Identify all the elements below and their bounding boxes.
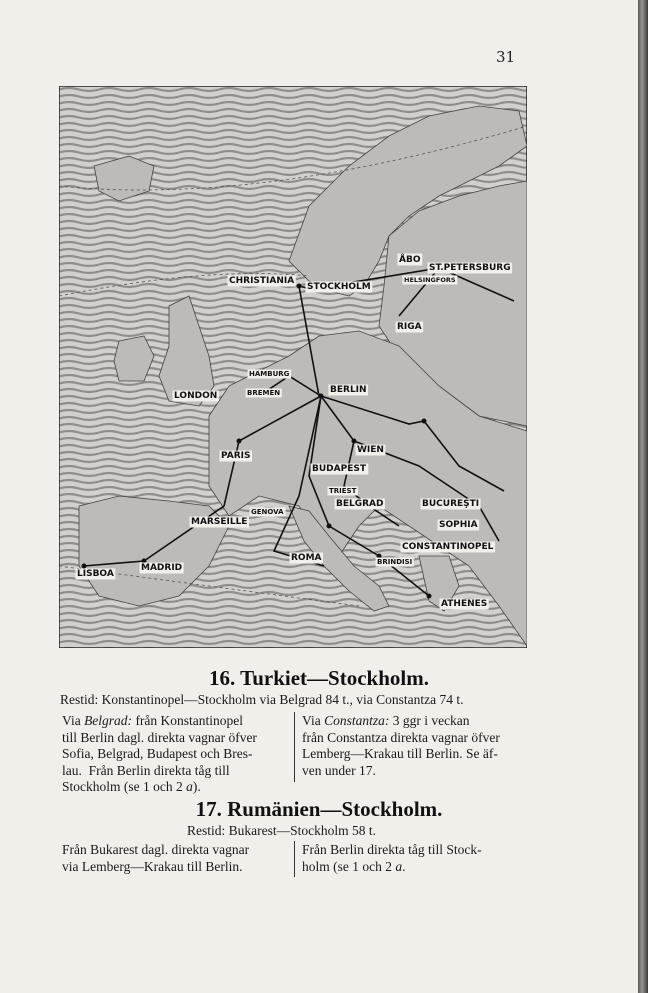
- railway-map: [59, 86, 527, 648]
- map-label: TRIEST: [329, 487, 357, 495]
- map-label: ST.PETERSBURG: [429, 263, 511, 273]
- map-label: ROMA: [291, 553, 322, 563]
- map-label: PARIS: [221, 451, 251, 461]
- section-17-title: 17. Rumänien—Stockholm.: [195, 797, 443, 821]
- text-run: ven under 17.: [302, 762, 376, 778]
- map-label: MADRID: [141, 563, 183, 573]
- map-label: BREMEN: [247, 389, 281, 397]
- text-run: Från Berlin direkta tåg till Stock-: [302, 842, 482, 857]
- map-label: GENOVA: [251, 508, 284, 516]
- text-run: Via: [62, 713, 85, 728]
- book-spine: [638, 0, 648, 993]
- text-run: Sofia, Belgrad, Budapest och Bres-: [62, 746, 253, 761]
- section-17-right-column: [302, 842, 482, 875]
- page-number: 31: [496, 48, 516, 66]
- map-label: ÅBO: [399, 255, 421, 265]
- text-run: till Berlin dagl. direkta vagnar öfver: [62, 729, 257, 745]
- section-17-left-column: [62, 842, 249, 875]
- text-run: Stockholm (se 1 och 2: [62, 779, 187, 794]
- text-run: Via: [302, 713, 325, 728]
- text-run: via Lemberg—Krakau till Berlin.: [62, 858, 243, 874]
- map-label: MARSEILLE: [191, 517, 248, 527]
- map-label: SOPHIA: [439, 520, 478, 530]
- map-label: LISBOA: [77, 569, 114, 579]
- map-label: BELGRAD: [336, 499, 384, 509]
- section-16-restid: Restid: Konstantinopel—Stockholm via Belgrad 84 t., via Constantza 74 t.: [60, 692, 464, 707]
- section-16-title: 16. Turkiet—Stockholm.: [209, 666, 429, 690]
- text-run: Från Bukarest dagl. direkta vagnar: [62, 842, 250, 857]
- map-label: HELSINGFORS: [404, 276, 456, 284]
- text-run: ).: [192, 779, 201, 794]
- text-run: holm (se 1 och 2: [302, 858, 396, 874]
- text-run-italic: Constantza:: [324, 713, 390, 728]
- text-run: lau. Från Berlin direkta tåg till: [62, 762, 230, 778]
- map-label: CHRISTIANIA: [229, 276, 295, 286]
- column-divider: [294, 712, 295, 782]
- text-run-italic: a: [395, 858, 403, 874]
- section-17-restid: Restid: Bukarest—Stockholm 58 t.: [187, 823, 376, 838]
- text-run-italic: a: [186, 779, 193, 794]
- map-label: CONSTANTINOPEL: [402, 542, 494, 552]
- text-run: Lemberg—Krakau till Berlin. Se äf-: [302, 746, 498, 761]
- map-label: RIGA: [397, 322, 422, 332]
- map-label: LONDON: [174, 391, 218, 401]
- map-label: BERLIN: [330, 385, 367, 395]
- map-label: BUCUREŞTI: [422, 499, 480, 509]
- section-16-right-column: [302, 713, 500, 779]
- map-label: BUDAPEST: [312, 464, 366, 474]
- text-run: från Constantza direkta vagnar öfver: [302, 729, 500, 745]
- map-label: WIEN: [357, 445, 384, 455]
- text-run: från Konstantinopel: [132, 713, 244, 728]
- europe-map-svg: [59, 86, 527, 648]
- column-divider: [294, 841, 295, 877]
- section-16-left-column: [62, 713, 257, 796]
- map-label: STOCKHOLM: [307, 282, 371, 292]
- map-label: BRINDISI: [377, 558, 413, 566]
- text-run: 3 ggr i veckan: [389, 713, 470, 728]
- map-label: ATHENES: [441, 599, 488, 609]
- map-label: HAMBURG: [249, 370, 290, 378]
- text-run: .: [402, 858, 406, 874]
- text-run-italic: Belgrad:: [84, 713, 133, 728]
